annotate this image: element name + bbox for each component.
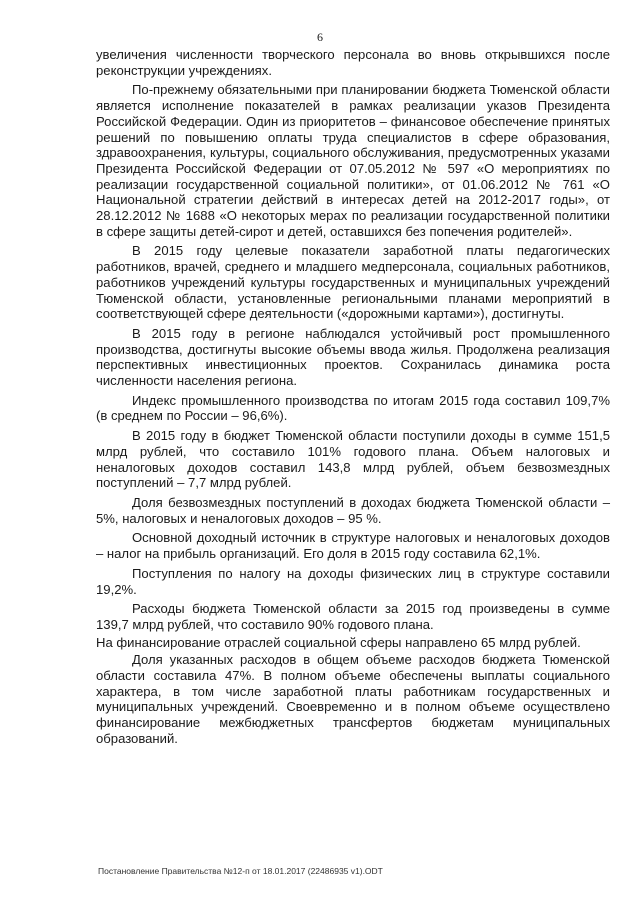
paragraph: На финансирование отраслей социальной сферы направлено 65 млрд рублей. <box>96 634 581 650</box>
paragraph: Поступления по налогу на доходы физических лиц в структуре составили 19,2%. <box>96 565 610 597</box>
document-footer: Постановление Правительства №12-п от 18.01.2017 (22486935 v1).ODT <box>98 866 383 876</box>
document-body <box>96 47 610 751</box>
page-number: 6 <box>317 30 323 44</box>
paragraph: Расходы бюджета Тюменской области за 2015 год произведены в сумме 139,7 млрд рублей, что составило 90% годового плана. <box>96 601 610 632</box>
paragraph: В 2015 году в бюджет Тюменской области поступили доходы в сумме 151,5 млрд рублей, что составило 101% годового плана. Объем налоговых и неналоговых доходов составил 143,8 млрд рублей, объем безвозмездных поступлений – 7,7 млрд рублей. <box>96 428 610 491</box>
paragraph: Основной доходный источник в структуре налоговых и неналоговых доходов – налог на прибыль организаций. Его доля в 2015 году составила 62,1%. <box>96 530 610 562</box>
paragraph: Индекс промышленного производства по итогам 2015 года составил 109,7% (в среднем по России – 96,6%). <box>96 392 610 424</box>
paragraph: В 2015 году в регионе наблюдался устойчивый рост промышленного производства, достигнуты высокие объемы ввода жилья. Продолжена реализация перспективных инвестиционных проектов. Сохранилась динамика роста численности населения региона. <box>96 325 610 389</box>
paragraph: В 2015 году целевые показатели заработной платы педагогических работников, врачей, среднего и младшего медперсонала, социальных работников, работников учреждений культуры государственных и муниципальных учреждений Тюменской области, установленные региональными планами мероприятий в соответствующей сфере деятельности («дорожными картами»), достигнуты. <box>96 243 610 322</box>
paragraph: Доля указанных расходов в общем объеме расходов бюджета Тюменской области составила 47%. В полном объеме обеспечены выплаты социального характера, в том числе заработной платы работникам государственных и муниципальных учреждений. Своевременно и в полном объеме осуществлено финансирование межбюджетных трансфертов бюджетам муниципальных образований. <box>96 652 610 746</box>
paragraph: Доля безвозмездных поступлений в доходах бюджета Тюменской области – 5%, налоговых и неналоговых доходов – 95 %. <box>96 494 610 526</box>
paragraph: По-прежнему обязательными при планировании бюджета Тюменской области является исполнение показателей в рамках реализации указов Президента Российской Федерации. Один из приоритетов – финансовое обеспечение принятых решений по повышению оплаты труда специалистов в сфере образования, здравоохранения, культуры, социального обслуживания, предусмотренных указами Президента Российской Федерации от 07.05.2012 № 597 «О мероприятиях по реализации государственной социальной политики», от 01.06.2012 № 761 «О Национальной стратегии действий в интересах детей на 2012-2017 годы», от 28.12.2012 № 1688 «О некоторых мерах по реализации государственной политики в сфере защиты детей-сирот и детей, оставшихся без попечения родителей». <box>96 82 610 239</box>
paragraph: увеличения численности творческого персонала во вновь открывшихся после реконструкции учреждениях. <box>96 47 610 78</box>
